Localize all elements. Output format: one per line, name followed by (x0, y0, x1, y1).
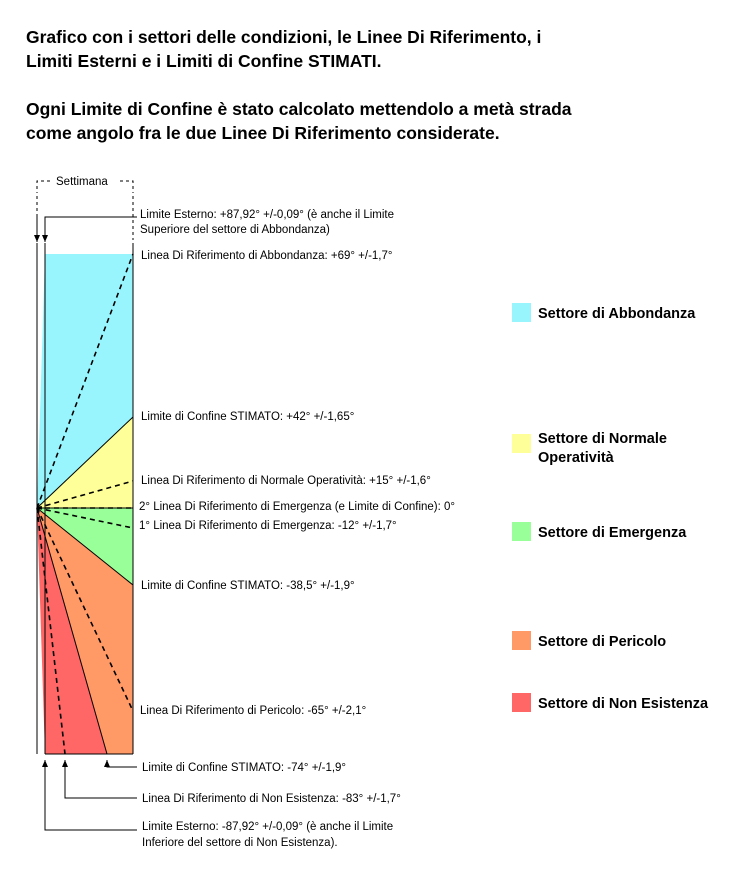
label-outer-top-line1: Limite Esterno: +87,92° +/-0,09° (è anche il Limite (140, 209, 395, 221)
leader-reference-nonexistence (65, 760, 137, 798)
label-reference-emergency-2: 2° Linea Di Riferimento di Emergenza (e Limite di Confine): 0° (139, 501, 456, 513)
leader-outer-top (45, 217, 137, 242)
leader-outer-bottom (45, 760, 137, 830)
legend-label-abundance: Settore di Abbondanza (538, 306, 696, 322)
legend-label-emergency: Settore di Emergenza (538, 525, 687, 541)
legend-label-normal-line2: Operatività (538, 450, 614, 466)
legend-label-nonexistence: Settore di Non Esistenza (538, 696, 709, 712)
week-bracket-left (37, 181, 50, 193)
leader-boundary-minus-74 (107, 760, 137, 767)
label-outer-bottom-line2: Inferiore del settore di Non Esistenza). (142, 837, 338, 849)
week-bracket-right (120, 181, 133, 193)
heading-line-2: Limiti Esterni e i Limiti di Confine STIMATI. (26, 51, 382, 71)
label-reference-normal: Linea Di Riferimento di Normale Operatività: +15° +/-1,6° (141, 475, 431, 487)
heading-line-3: Ogni Limite di Confine è stato calcolato mettendolo a metà strada (26, 99, 572, 119)
heading-line-4: come angolo fra le due Linee Di Riferimento considerate. (26, 123, 500, 143)
legend-swatch-nonexistence (512, 693, 531, 712)
label-boundary-42: Limite di Confine STIMATO: +42° +/-1,65° (141, 411, 355, 423)
label-boundary-minus-74: Limite di Confine STIMATO: -74° +/-1,9° (142, 762, 347, 774)
label-outer-top-line2: Superiore del settore di Abbondanza) (140, 224, 330, 236)
label-reference-abundance: Linea Di Riferimento di Abbondanza: +69° +/-1,7° (141, 250, 393, 262)
label-reference-danger: Linea Di Riferimento di Pericolo: -65° +/-2,1° (140, 705, 367, 717)
legend-swatch-abundance (512, 303, 531, 322)
legend-swatch-danger (512, 631, 531, 650)
label-outer-bottom-line1: Limite Esterno: -87,92° +/-0,09° (è anche il Limite (142, 821, 394, 833)
label-reference-emergency-1: 1° Linea Di Riferimento di Emergenza: -12° +/-1,7° (139, 520, 397, 532)
label-boundary-minus-38: Limite di Confine STIMATO: -38,5° +/-1,9° (141, 580, 355, 592)
legend-label-normal-line1: Settore di Normale (538, 431, 667, 447)
label-reference-nonexistence: Linea Di Riferimento di Non Esistenza: -83° +/-1,7° (142, 793, 401, 805)
week-label: Settimana (56, 176, 108, 188)
legend-label-danger: Settore di Pericolo (538, 634, 667, 650)
legend-swatch-emergency (512, 522, 531, 541)
heading-line-1: Grafico con i settori delle condizioni, le Linee Di Riferimento, i (26, 27, 542, 47)
legend-swatch-normal-operation (512, 434, 531, 453)
